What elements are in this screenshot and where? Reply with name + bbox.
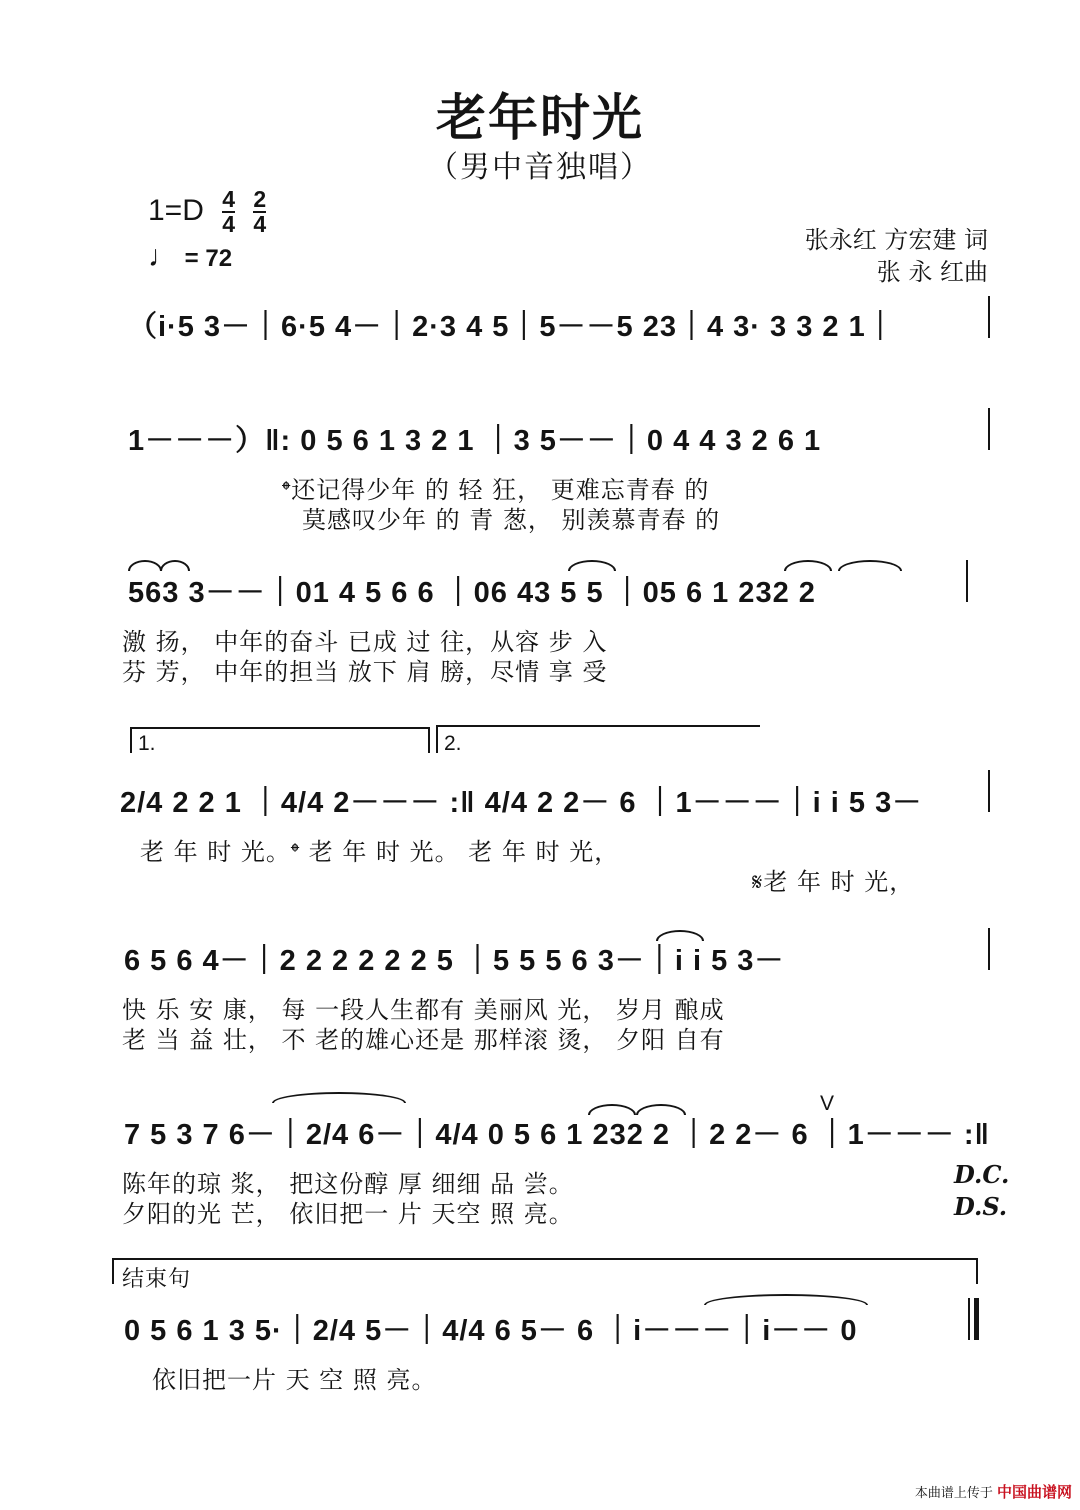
coda-bracket-left: [112, 1258, 114, 1284]
notation-row-2: 1－－－）‖: 0 5 6 1 3 2 1 ｜3 5－－｜0 4 4 3 2 6 1: [128, 425, 822, 457]
barline: [988, 296, 990, 338]
notation-row-1: （i·5 3－｜6·5 4－｜2·3 4 5｜5－－5 23｜4 3· 3 3 2 1｜: [128, 311, 896, 343]
volta-2-bracket-left: [436, 725, 438, 753]
lyric-row-6-verse-1: 陈年的琼 浆， 把这份醇 厚 细细 品 尝。: [122, 1170, 574, 1198]
song-subtitle: （男中音独唱）: [428, 150, 652, 185]
slur: [838, 560, 902, 571]
footer-brand: 中国曲谱网: [996, 1483, 1072, 1501]
lyric-row-2-verse-2: 莫感叹少年 的 青 葱， 别羡慕青春 的: [302, 506, 721, 534]
volta-1-label: 1.: [138, 732, 156, 755]
lyric-row-5-verse-1: 快 乐 安 康， 每 一段人生都有 美丽风 光， 岁月 酿成: [122, 996, 725, 1024]
breath-mark: V: [820, 1092, 835, 1115]
notation-row-3: 563 3－－｜01 4 5 6 6 ｜06 43 5 5 ｜05 6 1 232 2: [128, 577, 816, 609]
lyric-row-3-verse-2: 芬 芳， 中年的担当 放下 肩 膀，尽情 享 受: [122, 658, 608, 686]
volta-1-bracket-right: [428, 727, 430, 753]
ds-marking: D.S.: [954, 1192, 1008, 1221]
volta-1-bracket-left: [130, 727, 132, 753]
key-label: 1=D: [148, 193, 204, 227]
notation-row-6: 7 5 3 7 6－｜2/4 6－｜4/4 0 5 6 1 232 2 ｜2 2－ 6 ｜1－－－ :‖: [124, 1119, 990, 1151]
lyric-row-2-verse-1: 𝄌还记得少年 的 轻 狂， 更难忘青春 的: [282, 476, 710, 504]
lyric-row-6-verse-2: 夕阳的光 芒， 依旧把一 片 天空 照 亮。: [122, 1200, 574, 1228]
notation-row-5: 6 5 6 4－｜2 2 2 2 2 2 5 ｜5 5 5 6 3－｜i i 5 3－: [124, 945, 785, 977]
barline: [988, 770, 990, 812]
coda-bracket: [112, 1258, 978, 1260]
notation-row-7: 0 5 6 1 3 5·｜2/4 5－｜4/4 6 5－ 6 ｜i－－－｜i－－ 0: [124, 1315, 858, 1347]
coda-bracket-right: [976, 1258, 978, 1284]
coda-label: 结束句: [122, 1267, 192, 1292]
lyric-row-4-verse-1: 老 年 时 光。𝄌 老 年 时 光。 老 年 时 光，: [140, 838, 620, 866]
volta-2-label: 2.: [444, 732, 462, 755]
barline: [988, 408, 990, 450]
key-signature: [148, 188, 266, 236]
lyric-row-7: 依旧把一片 天 空 照 亮。: [152, 1366, 437, 1394]
song-title: 老年时光: [436, 88, 644, 147]
lyric-row-3-verse-1: 激 扬， 中年的奋斗 已成 过 往，从容 步 入: [122, 628, 608, 656]
lyricist-credit: 张永红 方宏建 词: [804, 226, 988, 254]
time-signature-4-4: $\frac{4}{4}$: [222, 186, 236, 237]
lyric-row-5-verse-2: 老 当 益 壮， 不 老的雄心还是 那样滚 烫， 夕阳 自有: [122, 1026, 725, 1054]
volta-1-bracket: [130, 727, 428, 729]
barline: [966, 560, 968, 602]
notation-row-4: 2/4 2 2 1 ｜4/4 2－－－ :‖ 4/4 2 2－ 6 ｜1－－－｜i i 5 3－: [120, 787, 923, 819]
barline: [968, 1298, 970, 1340]
footer-watermark: [915, 1481, 1072, 1502]
volta-2-bracket: [436, 725, 760, 727]
lyric-row-4-segno: 𝄋老 年 时 光，: [752, 868, 915, 896]
tempo-value: = 72: [184, 245, 233, 272]
time-signature-2-4: $\frac{2}{4}$: [253, 186, 267, 237]
tempo-marking: [148, 240, 232, 274]
tie: [704, 1294, 868, 1305]
composer-credit: 张 永 红曲: [876, 258, 988, 286]
footer-text: 本曲谱上传于: [914, 1486, 993, 1501]
tie: [272, 1092, 406, 1103]
quarter-note-icon: ♩: [148, 240, 178, 273]
barline: [988, 928, 990, 970]
dc-marking: D.C.: [954, 1160, 1010, 1189]
final-barline: [974, 1298, 979, 1340]
